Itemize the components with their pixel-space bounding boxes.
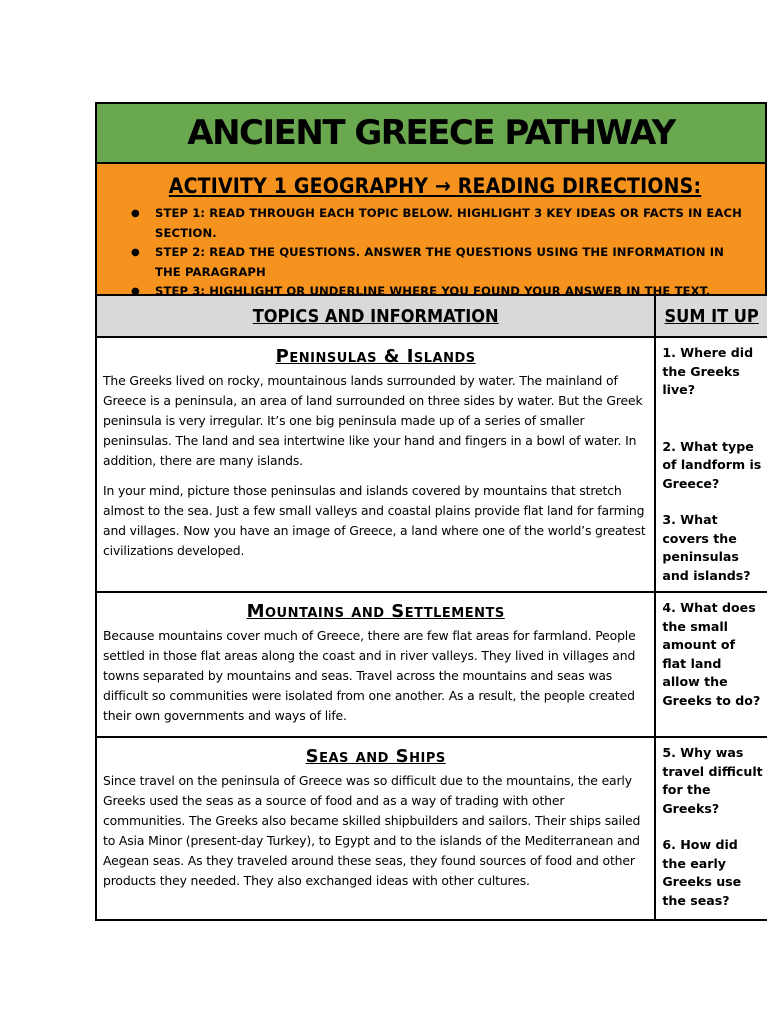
question: 5. Why was travel difficult for the Greeks? [662, 745, 763, 816]
steps-list [117, 204, 753, 302]
question: 6. How did the early Greeks use the seas? [662, 837, 742, 908]
header-sum: SUM IT UP [664, 305, 759, 327]
step-item: ● STEP 3: HIGHLIGHT OR UNDERLINE WHERE YOU FOUND YOUR ANSWER IN THE TEXT. [131, 282, 753, 302]
table-row [97, 591, 767, 736]
topic-cell [97, 593, 656, 736]
topic-cell [97, 738, 656, 919]
question: 2. What type of landform is Greece? [662, 438, 762, 491]
section-title: Mountains and Settlements [246, 601, 505, 622]
header-sum-cell [656, 296, 767, 336]
question: 1. Where did the Greeks live? [662, 345, 754, 397]
activity-directions [95, 164, 767, 298]
table-row [97, 736, 767, 919]
topic-cell [97, 338, 656, 591]
step-item: ● STEP 1: READ THROUGH EACH TOPIC BELOW. HIGHLIGHT 3 KEY IDEAS OR FACTS IN EACH SECTION. [131, 204, 753, 243]
section-title: Peninsulas & Islands [275, 346, 476, 367]
question: 4. What does the small amount of flat land allow the Greeks to do? [662, 600, 761, 708]
header-topics: TOPICS AND INFORMATION [252, 305, 499, 327]
header-topics-cell [97, 296, 656, 336]
question: 3. What covers the peninsulas and islands? [662, 512, 751, 583]
section-title: Seas and Ships [305, 746, 446, 767]
section-paragraph: In your mind, picture those peninsulas and islands covered by mountains that stretch almost to the sea. Just a few small valleys and coastal plains provide flat land for farming and villages. Now you have an image of Greece, a land where one of the world’s greatest civilizations developed. [103, 483, 646, 558]
topics-table [95, 294, 767, 921]
section-paragraph: Since travel on the peninsula of Greece was so difficult due to the mountains, the early Greeks used the seas as a source of food and as a way of trading with other communities. The Greeks also became skilled shipbuilders and sailors. Their ships sailed to Asia Minor (present-day Turkey), to Egypt and to the islands of the Mediterranean and Aegean seas. As they traveled around these seas, they found sources of food and other products they needed. They also exchanged ideas with other cultures. [103, 773, 641, 888]
section-paragraph: The Greeks lived on rocky, mountainous lands surrounded by water. The mainland of Greece is a peninsula, an area of land surrounded on three sides by water. But the Greek peninsula is very irregular. It’s one big peninsula made up of a series of smaller peninsulas. The land and sea intertwine like your hand and fingers in a bowl of water. In addition, there are many islands. [103, 373, 643, 468]
question-cell [656, 593, 767, 736]
worksheet [95, 102, 767, 921]
question-cell [656, 738, 767, 919]
section-paragraph: Because mountains cover much of Greece, there are few flat areas for farmland. People settled in those flat areas along the coast and in river valleys. They lived in villages and towns separated by mountains and seas. Travel across the mountains and seas was difficult so communities were isolated from one another. As a result, the people created their own governments and ways of life. [103, 628, 636, 723]
step-item: ● STEP 2: READ THE QUESTIONS. ANSWER THE QUESTIONS USING THE INFORMATION IN THE PARAGRAPH [131, 243, 753, 282]
question-cell [656, 338, 767, 591]
title-band [95, 102, 767, 164]
activity-heading: ACTIVITY 1 GEOGRAPHY → READING DIRECTIONS: [168, 174, 702, 198]
table-row [97, 336, 767, 591]
page-title: ANCIENT GREECE PATHWAY [187, 113, 675, 153]
